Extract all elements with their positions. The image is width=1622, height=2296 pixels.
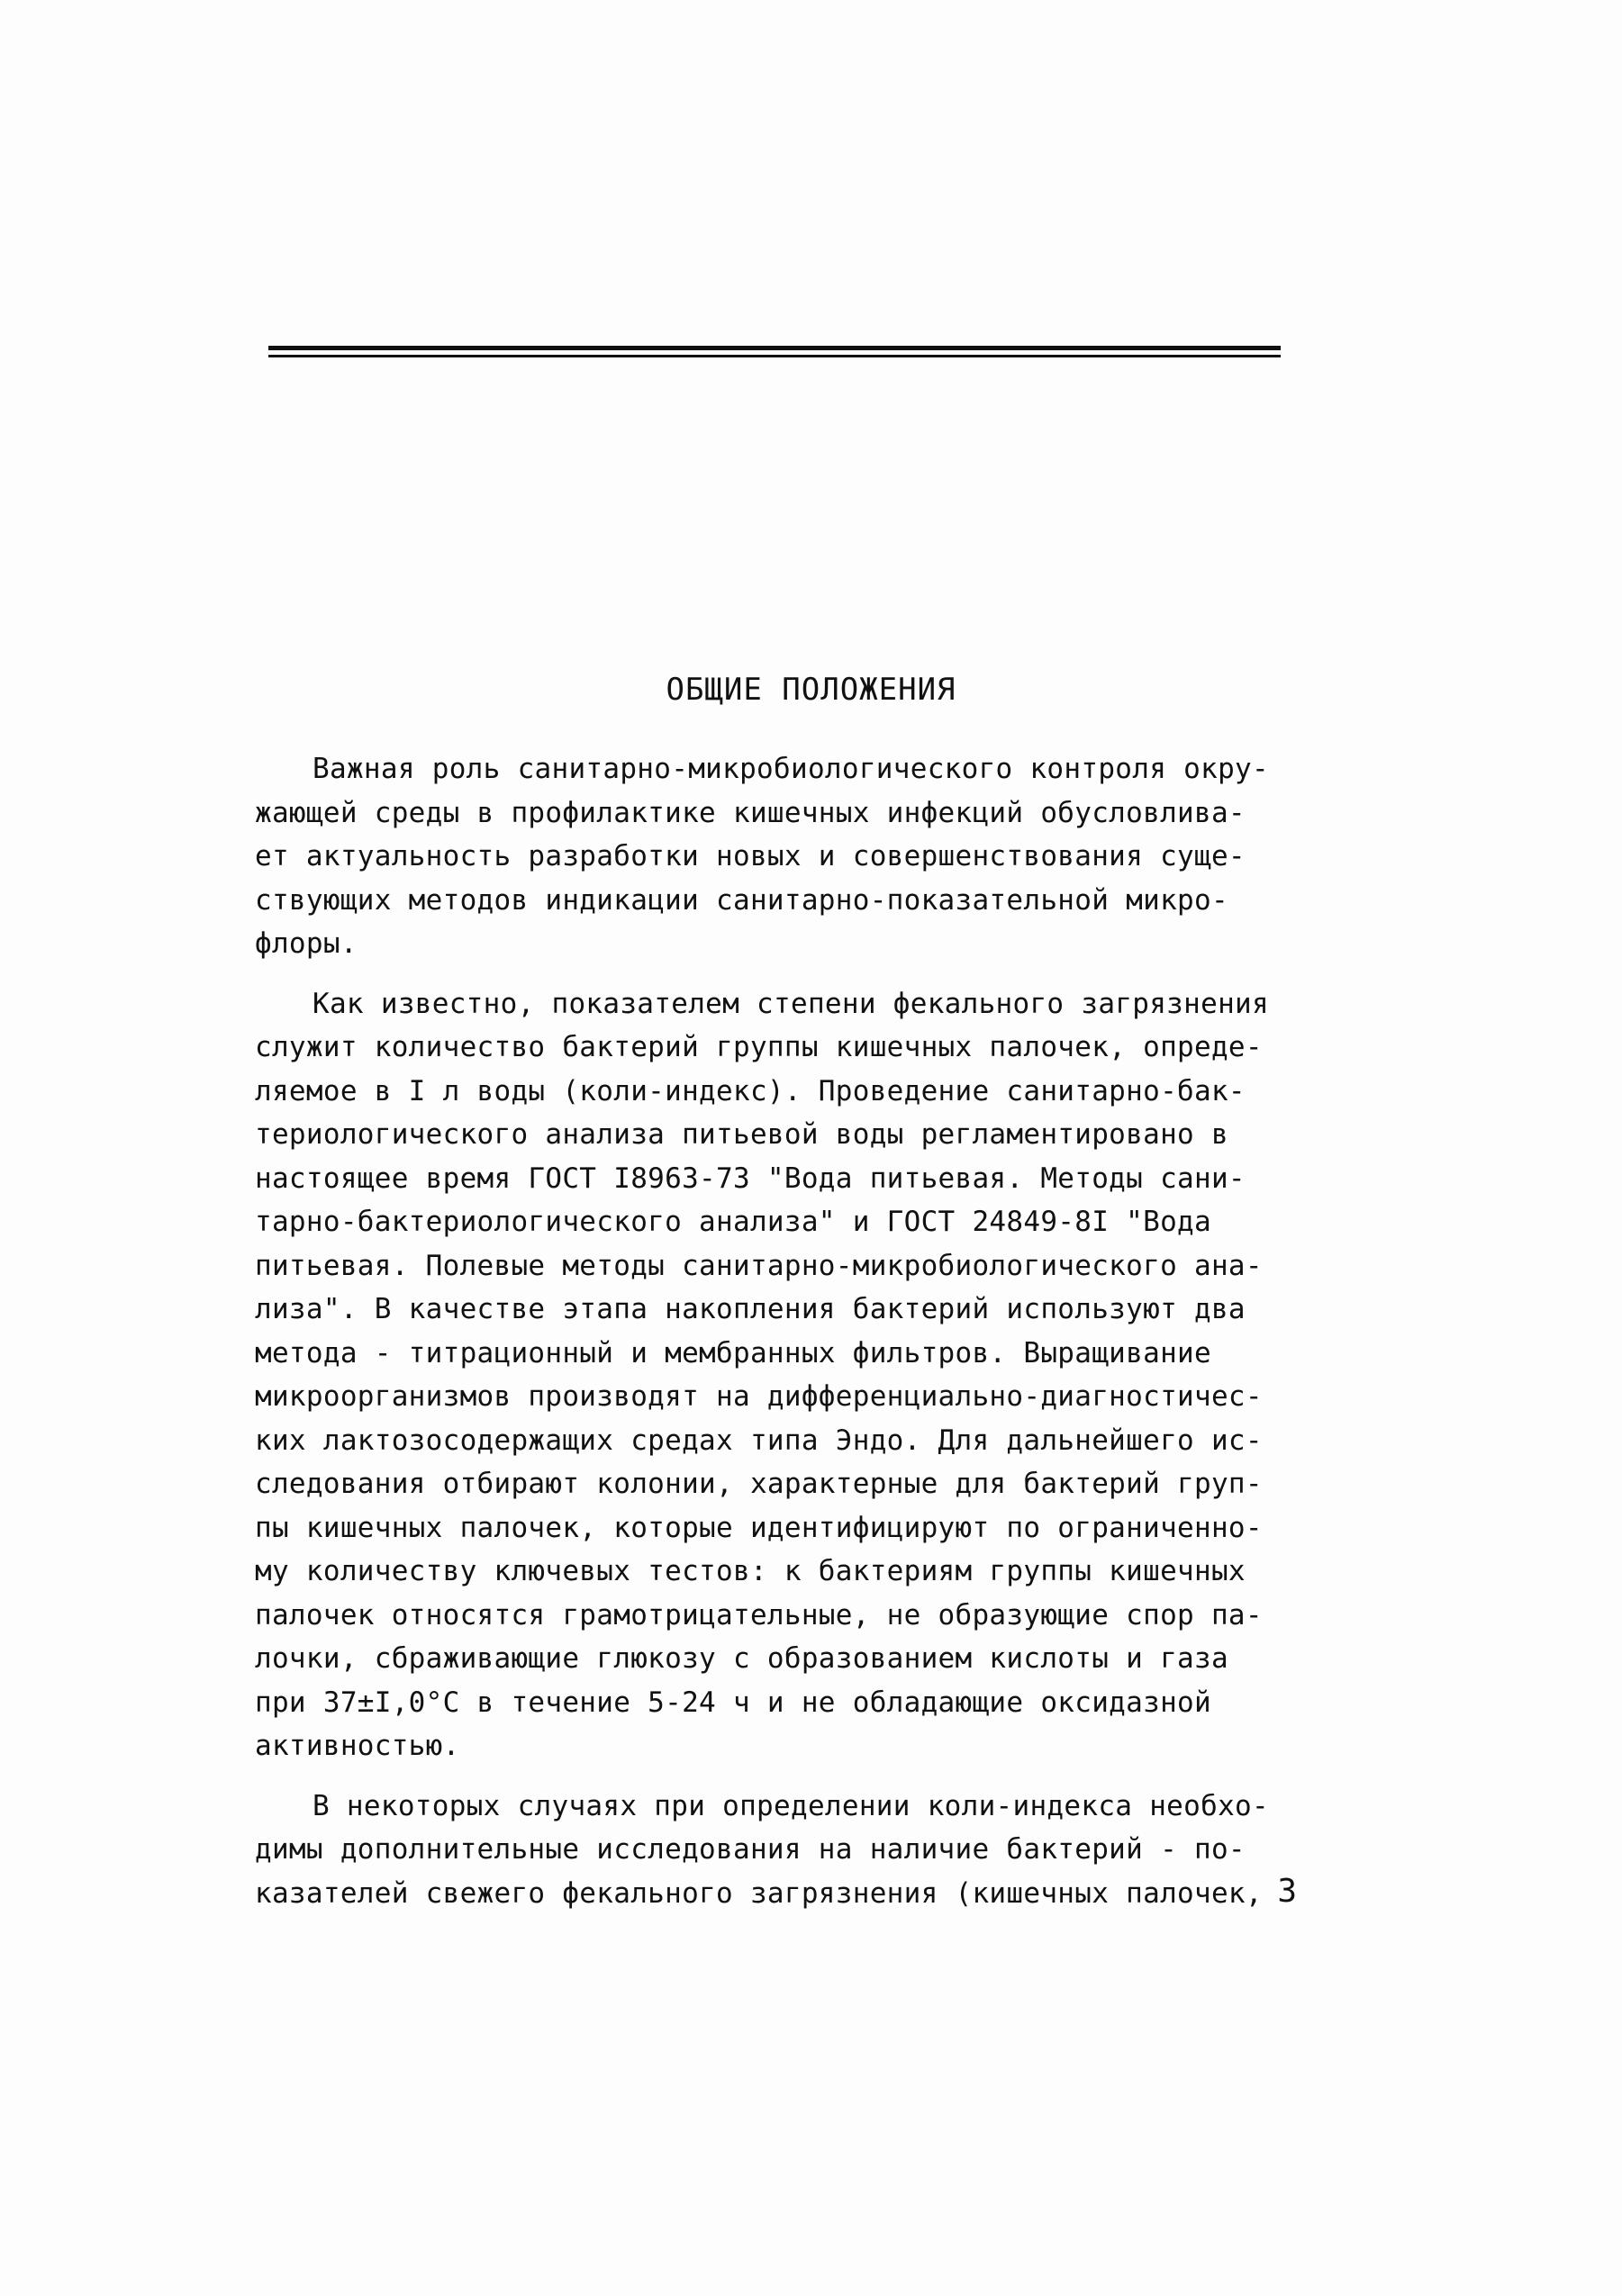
text-line: ет актуальность разработки новых и совершенствования суще-: [255, 840, 1246, 872]
header-rule-thin: [268, 355, 1281, 357]
body-text: [255, 747, 1309, 1915]
text-line: димы дополнительные исследования на наличие бактерий - по-: [255, 1833, 1246, 1866]
text-line: лиза". В качестве этапа накопления бактерий используют два: [255, 1293, 1246, 1325]
text-line: Важная роль санитарно-микробиологического контроля окру-: [313, 753, 1269, 785]
text-line: ляемое в I л воды (коли-индекс). Проведение санитарно-бак-: [255, 1074, 1246, 1107]
text-line: казателей свежего фекального загрязнения (кишечных палочек,: [255, 1876, 1263, 1910]
text-line: ствующих методов индикации санитарно-показательной микро-: [255, 883, 1228, 917]
page-number: 3: [1277, 1873, 1297, 1910]
text-line: служит количество бактерий группы кишечных палочек, опреде-: [255, 1031, 1263, 1063]
text-line: му количеству ключевых тестов: к бактериям группы кишечных: [255, 1555, 1246, 1587]
text-line: В некоторых случаях при определении коли-индекса необхо-: [313, 1789, 1269, 1822]
text-line: жающей среды в профилактике кишечных инфекций обусловлива-: [255, 796, 1246, 829]
text-line: ких лактозосодержащих средах типа Эндо. Для дальнейшего ис-: [255, 1424, 1263, 1457]
paragraph-gap: [255, 1768, 1309, 1785]
text-line: палочек относятся грамотрицательные, не образующие спор па-: [255, 1598, 1263, 1632]
text-line: следования отбирают колонии, характерные для бактерий груп-: [255, 1468, 1263, 1500]
section-heading: ОБЩИЕ ПОЛОЖЕНИЯ: [666, 672, 956, 708]
text-line: тарно-бактериологического анализа" и ГОСТ 24849-8I "Вода: [255, 1206, 1211, 1238]
text-line: териологического анализа питьевой воды регламентировано в: [255, 1118, 1228, 1151]
header-rule-thick: [268, 346, 1281, 350]
paragraph-gap: [255, 966, 1309, 982]
text-line: при 37±I,0°С в течение 5-24 ч и не обладающие оксидазной: [255, 1686, 1211, 1719]
text-line: активностью.: [255, 1730, 460, 1762]
text-line: питьевая. Полевые методы санитарно-микробиологического ана-: [255, 1249, 1263, 1282]
text-line: метода - титрационный и мембранных фильтров. Выращивание: [255, 1336, 1211, 1369]
text-line: микроорганизмов производят на дифференциально-диагностичес-: [255, 1380, 1263, 1413]
text-line: Как известно, показателем степени фекального загрязнения: [313, 987, 1269, 1020]
text-line: лочки, сбраживающие глюкозу с образованием кислоты и газа: [255, 1642, 1228, 1675]
text-line: настоящее время ГОСТ I8963-73 "Вода питьевая. Методы сани-: [255, 1162, 1246, 1195]
text-line: флоры.: [255, 927, 358, 960]
text-line: пы кишечных палочек, которые идентифицируют по ограниченно-: [255, 1511, 1263, 1544]
